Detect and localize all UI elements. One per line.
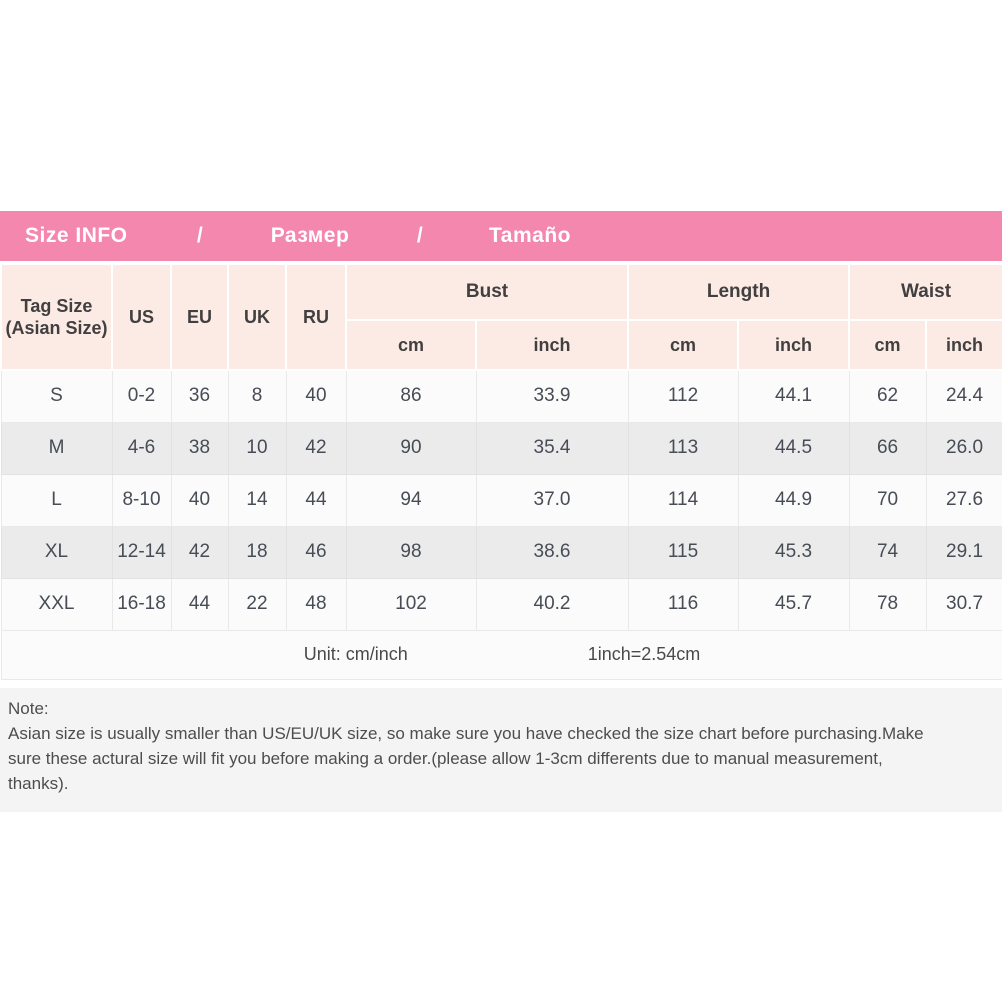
cell-waist-cm: 78 [849, 578, 926, 630]
cell-length-inch: 44.1 [738, 370, 849, 422]
cell-uk: 14 [228, 474, 286, 526]
cell-waist-inch: 27.6 [926, 474, 1002, 526]
cell-uk: 22 [228, 578, 286, 630]
cell-waist-inch: 29.1 [926, 526, 1002, 578]
cell-length-inch: 45.3 [738, 526, 849, 578]
note-line-1: Asian size is usually smaller than US/EU/UK size, so make sure you have checked the size chart before purchasing.Make [8, 723, 924, 743]
conversion-label: 1inch=2.54cm [587, 644, 701, 664]
cell-tag: S [1, 370, 112, 422]
cell-bust-cm: 98 [346, 526, 476, 578]
note-section [0, 688, 1002, 812]
table-footer-row [1, 630, 1002, 679]
header-uk: UK [228, 264, 286, 370]
cell-ru: 48 [286, 578, 346, 630]
header-tag-size [1, 264, 112, 370]
cell-bust-cm: 94 [346, 474, 476, 526]
cell-tag: L [1, 474, 112, 526]
header-length-inch: inch [738, 320, 849, 370]
cell-ru: 40 [286, 370, 346, 422]
title-separator-2: / [416, 224, 424, 247]
table-row-xxl [1, 578, 1002, 630]
header-length: Length [628, 264, 849, 320]
cell-length-inch: 45.7 [738, 578, 849, 630]
note-heading: Note: [8, 698, 49, 718]
cell-eu: 44 [171, 578, 228, 630]
header-waist-cm: cm [849, 320, 926, 370]
cell-eu: 36 [171, 370, 228, 422]
cell-waist-inch: 26.0 [926, 422, 1002, 474]
cell-us: 8-10 [112, 474, 171, 526]
cell-uk: 8 [228, 370, 286, 422]
header-waist: Waist [849, 264, 1002, 320]
cell-bust-inch: 37.0 [476, 474, 628, 526]
cell-uk: 18 [228, 526, 286, 578]
cell-length-cm: 115 [628, 526, 738, 578]
cell-us: 12-14 [112, 526, 171, 578]
title-razmer: Размер [270, 224, 350, 247]
cell-eu: 40 [171, 474, 228, 526]
cell-length-cm: 116 [628, 578, 738, 630]
header-bust-inch: inch [476, 320, 628, 370]
cell-waist-cm: 74 [849, 526, 926, 578]
cell-tag: M [1, 422, 112, 474]
cell-length-cm: 113 [628, 422, 738, 474]
header-us: US [112, 264, 171, 370]
size-info-title-bar [0, 211, 1002, 261]
note-line-3: thanks). [8, 773, 69, 793]
cell-tag: XL [1, 526, 112, 578]
cell-length-cm: 114 [628, 474, 738, 526]
title-tamano: Tamaño [489, 224, 571, 247]
table-row-m [1, 422, 1002, 474]
cell-bust-inch: 33.9 [476, 370, 628, 422]
cell-bust-inch: 40.2 [476, 578, 628, 630]
cell-waist-inch: 24.4 [926, 370, 1002, 422]
size-info-sheet [0, 211, 1002, 812]
cell-waist-inch: 30.7 [926, 578, 1002, 630]
table-row-xl [1, 526, 1002, 578]
cell-length-cm: 112 [628, 370, 738, 422]
cell-ru: 44 [286, 474, 346, 526]
cell-bust-cm: 102 [346, 578, 476, 630]
header-length-cm: cm [628, 320, 738, 370]
cell-length-inch: 44.9 [738, 474, 849, 526]
cell-us: 16-18 [112, 578, 171, 630]
table-row-l [1, 474, 1002, 526]
cell-bust-cm: 90 [346, 422, 476, 474]
cell-ru: 42 [286, 422, 346, 474]
cell-waist-cm: 66 [849, 422, 926, 474]
cell-length-inch: 44.5 [738, 422, 849, 474]
header-tag-size-line1: Tag Size [20, 296, 93, 316]
cell-eu: 38 [171, 422, 228, 474]
header-waist-inch: inch [926, 320, 1002, 370]
cell-uk: 10 [228, 422, 286, 474]
cell-tag: XXL [1, 578, 112, 630]
cell-bust-cm: 86 [346, 370, 476, 422]
cell-eu: 42 [171, 526, 228, 578]
cell-us: 0-2 [112, 370, 171, 422]
title-size-info: Size INFO [25, 224, 128, 247]
note-line-2: sure these actural size will fit you before making a order.(please allow 1-3cm differents due to manual measurement, [8, 748, 883, 768]
header-tag-size-line2: (Asian Size) [5, 318, 108, 338]
header-bust-cm: cm [346, 320, 476, 370]
cell-bust-inch: 35.4 [476, 422, 628, 474]
table-row-s [1, 370, 1002, 422]
cell-us: 4-6 [112, 422, 171, 474]
header-bust: Bust [346, 264, 628, 320]
cell-waist-cm: 70 [849, 474, 926, 526]
unit-label: Unit: cm/inch [303, 644, 408, 664]
header-eu: EU [171, 264, 228, 370]
header-ru: RU [286, 264, 346, 370]
size-chart-table [0, 263, 1002, 680]
cell-waist-cm: 62 [849, 370, 926, 422]
title-separator-1: / [196, 224, 204, 247]
cell-ru: 46 [286, 526, 346, 578]
cell-bust-inch: 38.6 [476, 526, 628, 578]
